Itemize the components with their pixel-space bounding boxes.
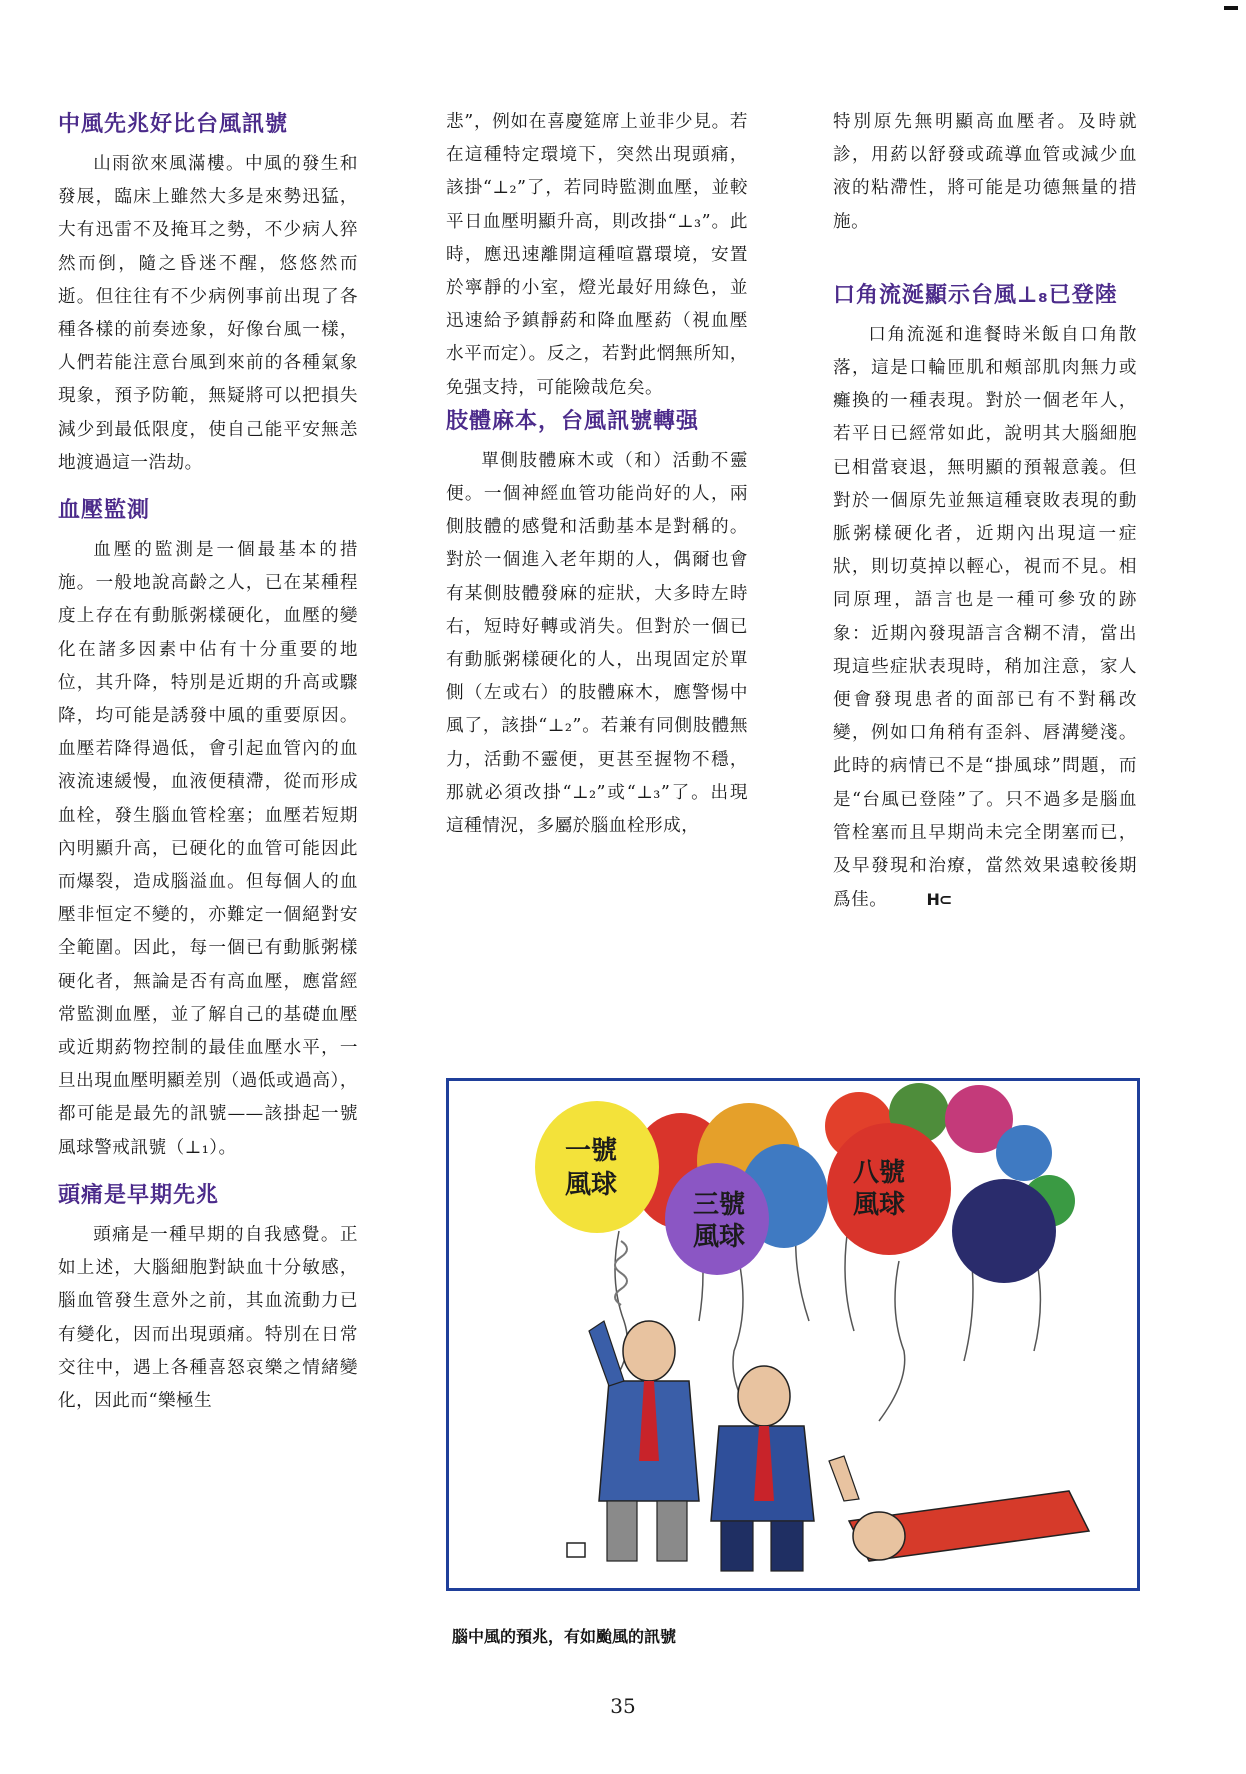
balloon-1-line1: 一號 — [565, 1136, 618, 1166]
heading-typhoon-signal: 中風先兆好比台風訊號 — [58, 112, 289, 137]
column-3 — [833, 106, 1137, 917]
heading-blood-pressure: 血壓監測 — [58, 498, 151, 524]
paragraph-limb-cont: 特別原先無明顯高血壓者。及時就診，用葯以舒發或疏導血管或減少血液的粘滯性，將可能是功德無量的措施。 — [833, 112, 1137, 232]
cartoon-svg — [449, 1081, 1137, 1588]
balloon-3-line1: 三號 — [693, 1190, 746, 1220]
balloon-8-line1: 八號 — [853, 1158, 906, 1188]
page-number: 35 — [610, 1694, 636, 1718]
author-signature: H⊂ — [926, 890, 952, 910]
heading-headache: 頭痛是早期先兆 — [58, 1182, 220, 1208]
paragraph-drooling — [833, 319, 1137, 918]
corner-crop-mark — [1224, 6, 1238, 10]
paragraph-intro: 山雨欲來風滿樓。中風的發生和發展，臨床上雖然大多是來勢迅猛，大有迅雷不及掩耳之勢，不少病人猝然而倒，隨之昏迷不醒，悠悠然而逝。但往往有不少病例事前出現了各種各樣的前奏迹象，好像台風一樣，人們若能注意台風到來前的各種氣象現象，預予防範，無疑將可以把損失減少到最低限度，使自己能平安無恙地渡過這一浩劫。 — [58, 154, 358, 473]
heading-limb-numbness: 肢體麻本，台風訊號轉强 — [446, 408, 700, 434]
figure-man-2 — [711, 1366, 814, 1571]
balloon-3-line2: 風球 — [693, 1222, 746, 1252]
paragraph-headache: 頭痛是一種早期的自我感覺。正如上述，大腦細胞對缺血十分敏感，腦血管發生意外之前，其血流動力已有變化，因而出現頭痛。特別在日常交往中，遇上各種喜怒哀樂之情緒變化，因此而“樂極生 — [58, 1224, 358, 1411]
balloon-group-1 — [535, 1101, 659, 1233]
column-2 — [446, 106, 748, 843]
figure-man-3 — [829, 1456, 1089, 1561]
balloon-group-8 — [825, 1083, 1075, 1283]
balloon-group-3 — [631, 1103, 828, 1275]
paragraph-limb-numbness: 單側肢體麻木或（和）活動不靈便。一個神經血管功能尚好的人，兩側肢體的感覺和活動基本是對稱的。對於一個進入老年期的人，偶爾也會有某側肢體發麻的症狀，大多時左時右，短時好轉或消失。但對於一個已有動脈粥樣硬化的人，出現固定於單側（左或右）的肢體麻木，應警惕中風了，該掛“⊥₂”。若兼有同側肢體無力，活動不靈便，更甚至握物不穩，那就必須改掛“⊥₂”或“⊥₃”了。出現這種情況，多屬於腦血栓形成， — [446, 450, 748, 837]
figure-caption: 腦中風的預兆，有如颱風的訊號 — [452, 1627, 677, 1646]
balloon-8-line2: 風球 — [853, 1190, 906, 1220]
balloon-1-line2: 風球 — [565, 1170, 618, 1200]
figure-man-1 — [589, 1321, 699, 1561]
artist-mark — [567, 1543, 585, 1557]
column-1 — [58, 108, 358, 1418]
paragraph-blood-pressure: 血壓的監測是一個最基本的措施。一般地說高齡之人，已在某種程度上存在有動脈粥樣硬化，血壓的變化在諸多因素中佔有十分重要的地位，其升降，特別是近期的升高或驟降，均可能是誘發中風的重要原因。血壓若降得過低，會引起血管內的血液流速緩慢，血液便積滯，從而形成血栓，發生腦血管栓塞；血壓若短期內明顯升高，已硬化的血管可能因此而爆裂，造成腦溢血。但每個人的血壓非恒定不變的，亦難定一個絕對安全範圍。因此，每一個已有動脈粥樣硬化者，無論是否有高血壓，應當經常監測血壓，並了解自己的基礎血壓或近期葯物控制的最佳血壓水平，一旦出現血壓明顯差別（過低或過高），都可能是最先的訊號——該掛起一號風球警戒訊號（⊥₁）。 — [58, 540, 358, 1158]
paragraph-drooling-text: 口角流涎和進餐時米飯自口角散落，這是口輪匝肌和頰部肌肉無力或癱換的一種表現。對於一個老年人，若平日已經常如此，說明其大腦細胞已相當衰退，無明顯的預報意義。但對於一個原先並無這種衰敗表現的動脈粥樣硬化者，近期內出現這一症狀，則切莫掉以輕心，視而不見。相同原理，語言也是一種可參攷的跡象：近期內發現語言含糊不清，當出現這些症狀表現時，稍加注意，家人便會發現患者的面部已有不對稱改變，例如口角稍有歪斜、唇溝變淺。此時的病情已不是“掛風球”問題，而是“台風已登陸”了。只不過多是腦血管栓塞而且早期尚未完全閉塞而已，及早發現和治療，當然效果遠較後期爲佳。 — [833, 324, 1137, 911]
paragraph-headache-cont: 悲”，例如在喜慶筵席上並非少見。若在這種特定環境下，突然出現頭痛，該掛“⊥₂”了，若同時監測血壓，並較平日血壓明顯升高，則改掛“⊥₃”。此時，應迅速離開這種喧囂環境，安置於寧靜的小室，燈光最好用綠色，並迅速給予鎮靜葯和降血壓葯（視血壓水平而定）。反之，若對此惘無所知，免强支持，可能險哉危矣。 — [446, 112, 748, 398]
heading-drooling: 口角流涎顯示台風⊥₈已登陸 — [833, 282, 1118, 308]
cartoon-illustration — [446, 1078, 1140, 1591]
